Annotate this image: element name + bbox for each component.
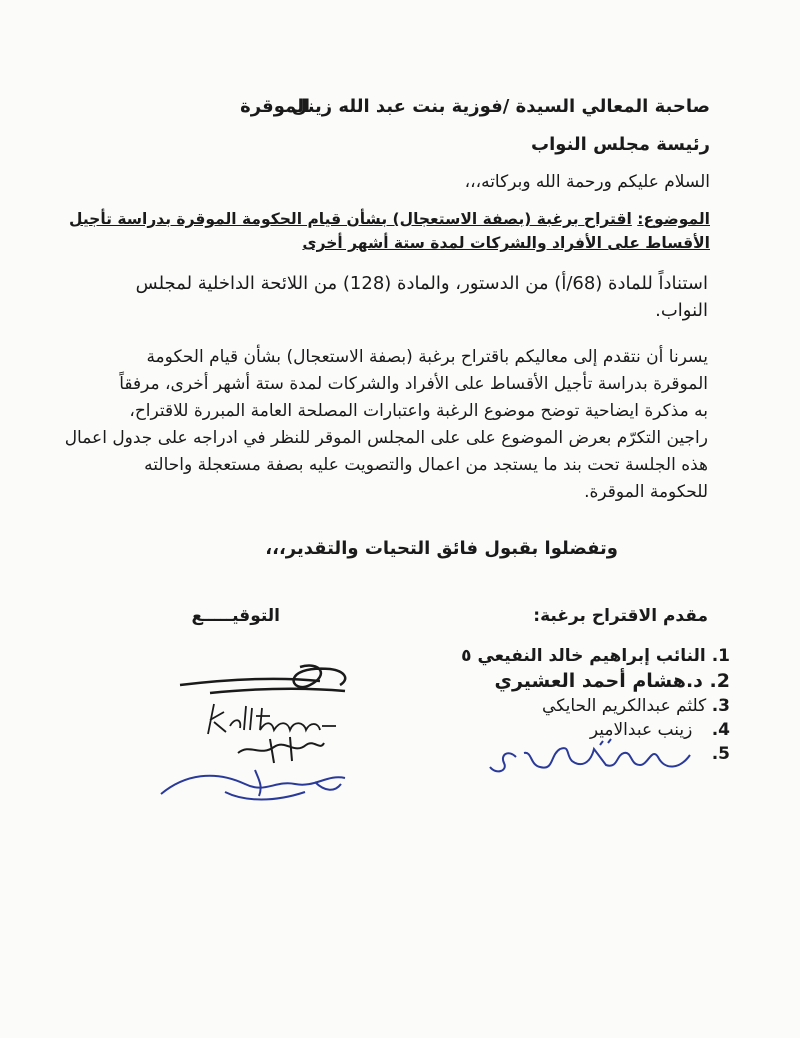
signature-heading: التوقيـــــع — [191, 606, 280, 626]
handwritten-name-5 — [480, 735, 700, 785]
item-number: 3. — [711, 696, 730, 716]
item-name: د.هشام أحمد العشيري — [494, 670, 703, 692]
paragraph-line: به مذكرة ايضاحية توضح موضوع الرغبة واعتبارات المصلحة العامة المبررة للاقتراح، — [129, 401, 708, 421]
signature-4 — [155, 762, 355, 808]
subject-line-1 — [69, 210, 710, 228]
item-number: 4. — [711, 720, 730, 740]
subject-text-1: اقتراح برغبة (بصفة الاستعجال) بشأن قيام الحكومة الموقرة بدراسة تأجيل — [69, 210, 632, 228]
paragraph-line: راجين التكرّم بعرض الموضوع على على المجلس الموقر للنظر في ادراجه على جدول اعمال — [64, 428, 708, 448]
list-item — [712, 744, 730, 764]
item-name: النائب إبراهيم خالد النفيعي ٥ — [461, 646, 706, 666]
paragraph-line: الموقرة بدراسة تأجيل الأقساط على الأفراد والشركات لمدة ستة أشهر أخرى، مرفقاً — [119, 374, 708, 394]
item-number: 1. — [711, 646, 730, 666]
list-item — [495, 670, 730, 692]
item-name: كلثم عبدالكريم الحايكي — [542, 696, 707, 716]
item-name: زينب عبدالامير — [589, 720, 693, 740]
paragraph-legal-basis — [98, 270, 708, 324]
greeting: السلام عليكم ورحمة الله وبركاته،،، — [464, 172, 710, 192]
paragraph-line: استناداً للمادة (68/أ) من الدستور، والمادة (128) من اللائحة الداخلية لمجلس — [135, 273, 708, 294]
list-item — [542, 696, 730, 716]
honorific: الموقرة — [240, 96, 310, 117]
paragraph-line: للحكومة الموقرة. — [584, 482, 708, 502]
signature-1 — [170, 655, 360, 705]
proposers-heading: مقدم الاقتراح برغبة: — [533, 606, 708, 626]
addressee-title: رئيسة مجلس النواب — [531, 134, 710, 155]
item-number: 5. — [711, 744, 730, 764]
list-item — [461, 646, 730, 666]
item-number: 2. — [709, 670, 730, 692]
addressee-line: صاحبة المعالي السيدة /فوزية بنت عبد الله زينل — [291, 96, 710, 117]
paragraph-request — [64, 344, 708, 506]
subject-line-2: الأقساط على الأفراد والشركات لمدة ستة أشهر أخرى — [302, 234, 710, 252]
closing-line: وتفضلوا بقبول فائق التحيات والتقدير،،، — [265, 538, 618, 559]
paragraph-line: هذه الجلسة تحت بند ما يستجد من اعمال والتصويت عليه بصفة مستعجلة واحالته — [144, 455, 708, 475]
paragraph-line: يسرنا أن نتقدم إلى معاليكم باقتراح برغبة (بصفة الاستعجال) بشأن قيام الحكومة — [146, 347, 708, 367]
paragraph-line: النواب. — [655, 300, 708, 321]
subject-label: الموضوع: — [637, 210, 710, 228]
